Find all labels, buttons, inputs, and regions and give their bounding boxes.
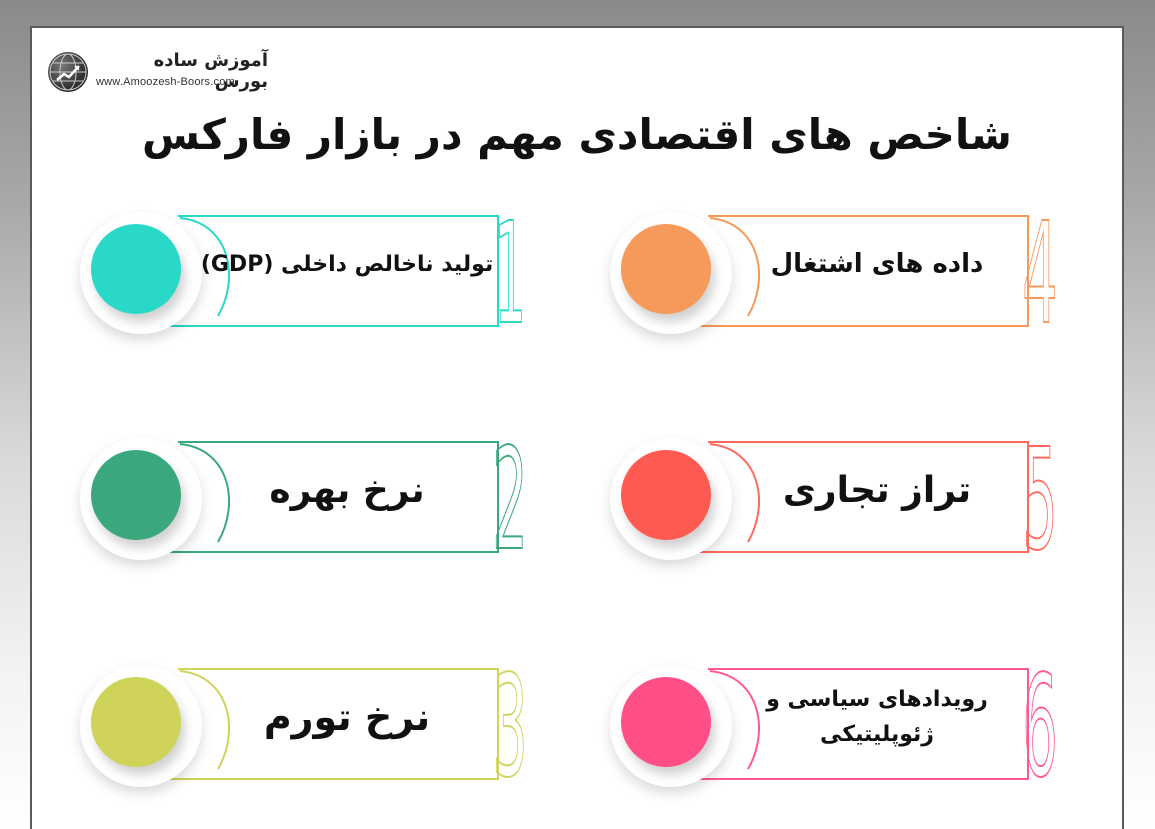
indicator-label: داده های اشتغال (770, 249, 984, 279)
indicator-dot (621, 450, 711, 540)
indicator-dot (621, 224, 711, 314)
number-text: 3 (492, 646, 528, 810)
indicator-card-5 (610, 419, 1058, 583)
site-logo[interactable] (48, 48, 268, 98)
infographic-card (30, 26, 1124, 829)
number-text: 1 (493, 193, 527, 357)
indicator-card-3 (80, 646, 528, 810)
indicator-card-4 (610, 193, 1058, 357)
indicator-dot (91, 450, 181, 540)
number-outline (490, 646, 530, 810)
number-text: 5 (1022, 419, 1058, 583)
logo-url: www.Amoozesh-Boors.com (96, 76, 235, 88)
logo-name: آموزش ساده بورس (153, 50, 268, 92)
indicator-label: نرخ بهره (269, 469, 425, 511)
indicator-label: تولید ناخالص داخلی (GDP) (200, 251, 494, 277)
number-outline (1020, 646, 1060, 810)
indicator-dot (91, 224, 181, 314)
indicator-label: نرخ تورم (263, 695, 431, 739)
indicator-card-6 (610, 646, 1058, 810)
number-text: 6 (1022, 646, 1058, 810)
number-outline (490, 419, 530, 583)
number-outline (1020, 419, 1060, 583)
indicator-card-1 (80, 193, 527, 357)
indicator-label: رویدادهای سیاسی و ژئوپلیتیکی (766, 686, 988, 747)
number-text: 2 (492, 419, 528, 583)
number-outline (493, 193, 527, 357)
indicator-dot (621, 677, 711, 767)
indicator-label: تراز تجاری (782, 469, 972, 511)
page-title: شاخص های اقتصادی مهم در بازار فارکس (142, 110, 1012, 159)
number-text: 4 (1022, 193, 1058, 357)
globe-icon (48, 52, 88, 92)
number-outline (1020, 193, 1060, 357)
indicator-dot (91, 677, 181, 767)
indicator-card-2 (80, 419, 528, 583)
